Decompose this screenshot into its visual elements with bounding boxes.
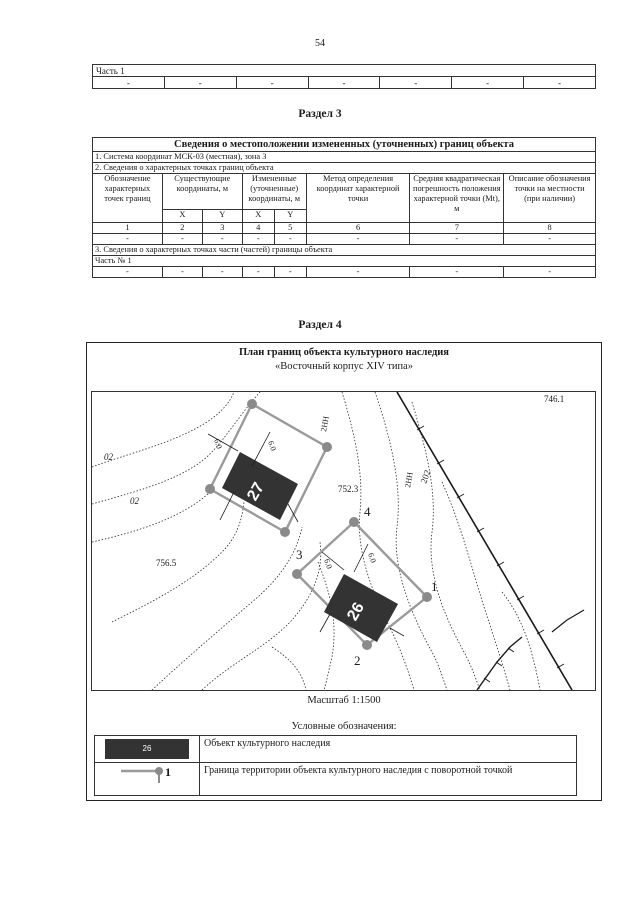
- table-cell: 6: [306, 223, 410, 234]
- table-row: [93, 223, 596, 234]
- dimension-label: 6.0: [212, 437, 224, 451]
- table-cell: -: [202, 267, 242, 278]
- table-cell: -: [306, 234, 410, 245]
- table-cell: -: [164, 77, 236, 89]
- legend-text: Объект культурного наследия: [200, 736, 577, 763]
- table-cell: 2: [162, 223, 202, 234]
- table-cell: -: [380, 77, 452, 89]
- legend-row: [95, 736, 577, 763]
- table-cell: -: [410, 267, 504, 278]
- page-number: 54: [315, 38, 325, 49]
- table-cell: 3: [202, 223, 242, 234]
- points-info-label: 2. Сведения о характерных точках границ объекта: [93, 163, 596, 174]
- legend-row: [95, 763, 577, 796]
- header-y: Y: [274, 210, 306, 223]
- header-changed: Измененные (уточненные) координаты, м: [242, 174, 306, 210]
- dimension-label: 6.0: [366, 551, 378, 565]
- table-cell: -: [93, 234, 163, 245]
- map-scale: Масштаб 1:1500: [307, 695, 381, 706]
- part-number: Часть № 1: [93, 256, 596, 267]
- spot-height: 746.1: [544, 394, 565, 404]
- coordinate-system: 1. Система координат МСК-03 (местная), зона 3: [93, 152, 596, 163]
- table-row: [93, 234, 596, 245]
- table-cell: 7: [410, 223, 504, 234]
- table-cell: -: [308, 77, 380, 89]
- header-points: Обозначение характерных точек границ: [93, 174, 163, 223]
- section3-heading: Раздел 3: [298, 108, 342, 120]
- boundary-point-icon: [95, 763, 199, 791]
- section3-title: Сведения о местоположении измененных (уточненных) границ объекта: [93, 138, 596, 152]
- table-cell: 1: [93, 223, 163, 234]
- contour-label: 02: [104, 452, 113, 462]
- header-y: Y: [202, 210, 242, 223]
- heritage-object-swatch: 26: [105, 739, 189, 759]
- building-26-group: [292, 517, 432, 650]
- table-row: [93, 77, 596, 89]
- table-cell: -: [504, 234, 596, 245]
- building-26-label: 26: [344, 599, 368, 624]
- header-existing: Существующие координаты, м: [162, 174, 242, 210]
- table-cell: -: [306, 267, 410, 278]
- point-label-4: 4: [364, 504, 371, 519]
- table-cell: -: [452, 77, 524, 89]
- table-cell: -: [93, 77, 165, 89]
- table-cell: -: [274, 234, 306, 245]
- table-cell: -: [274, 267, 306, 278]
- plan-subtitle: «Восточный корпус XIV типа»: [274, 361, 414, 372]
- section4-heading: Раздел 4: [298, 319, 342, 331]
- point-label-1: 1: [431, 579, 438, 594]
- table-cell: -: [162, 234, 202, 245]
- contour-label: 02: [130, 496, 139, 506]
- table-cell: -: [242, 234, 274, 245]
- map-drawing: [92, 392, 595, 690]
- table-row: [93, 267, 596, 278]
- building-27-label: 27: [244, 479, 268, 504]
- legend-text: Граница территории объекта культурного наследия с поворотной точкой: [200, 763, 577, 796]
- spot-height: 756.5: [156, 558, 177, 568]
- header-method: Метод определения координат характерной точки: [306, 174, 410, 223]
- plan-title: План границ объекта культурного наследия: [239, 347, 449, 358]
- table-cell: -: [242, 267, 274, 278]
- table-cell: -: [162, 267, 202, 278]
- part-table: [92, 64, 596, 89]
- table-cell: 8: [504, 223, 596, 234]
- part-points-label: 3. Сведения о характерных точках части (частей) границы объекта: [93, 245, 596, 256]
- dimension-label: 6.0: [266, 439, 278, 453]
- contour-label: 202: [418, 468, 433, 485]
- section3-table: [92, 137, 596, 278]
- header-error: Средняя квадратическая погрешность положения характерной точки (Mt), м: [410, 174, 504, 223]
- header-description: Описание обозначения точки на местности (при наличии): [504, 174, 596, 223]
- table-cell: 4: [242, 223, 274, 234]
- point-label-3: 3: [296, 547, 303, 562]
- header-x: X: [242, 210, 274, 223]
- part-label: Часть 1: [93, 65, 596, 77]
- contour-lines: [92, 392, 540, 690]
- dimension-label: 6.0: [322, 557, 334, 571]
- table-cell: -: [202, 234, 242, 245]
- site-map: [91, 391, 596, 691]
- table-cell: -: [504, 267, 596, 278]
- header-x: X: [162, 210, 202, 223]
- spot-height: 752.3: [338, 484, 359, 494]
- table-cell: -: [236, 77, 308, 89]
- point-label-2: 2: [354, 653, 361, 668]
- boundary-point-number: 1: [165, 765, 171, 779]
- hatch-label: 2НН: [319, 415, 331, 433]
- building-27-group: [205, 399, 332, 537]
- legend-title: Условные обозначения:: [291, 721, 397, 732]
- hatch-label: 2НН: [403, 471, 415, 489]
- hatched-boundary: [397, 392, 584, 690]
- boundary-plan: [86, 342, 602, 801]
- table-cell: 5: [274, 223, 306, 234]
- table-cell: -: [410, 234, 504, 245]
- legend-table: [94, 735, 577, 796]
- table-cell: -: [524, 77, 596, 89]
- table-cell: -: [93, 267, 163, 278]
